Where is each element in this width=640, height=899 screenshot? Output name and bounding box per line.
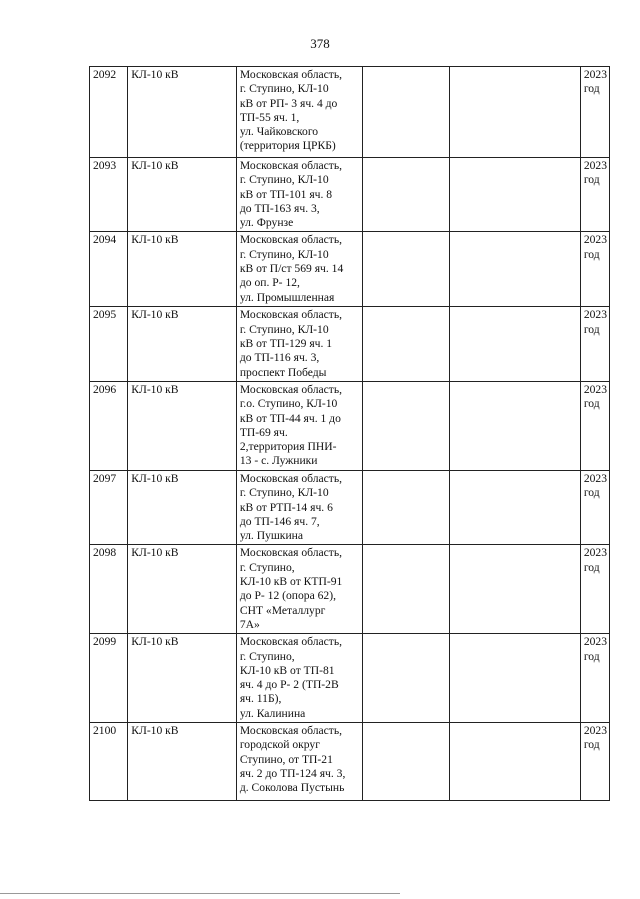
year-cell [580,470,609,544]
address-cell [236,381,362,470]
row-number-cell: 2095 [90,307,128,381]
address-line: г. Ступино, КЛ-10 [239,322,329,336]
year-cell [580,634,609,723]
address-line: до ТП-146 яч. 7, [239,514,320,528]
registry-table-body [90,67,610,801]
empty-cell [362,723,450,801]
address-cell [236,470,362,544]
empty-cell [450,723,581,801]
address-line: кВ от ТП-129 яч. 1 [239,337,333,351]
empty-cell [450,634,581,723]
row-number-cell: 2098 [90,545,128,634]
address-line: ул. Пушкина [239,529,303,543]
address-line: до оп. Р- 12, [239,276,300,290]
row-number-cell: 2092 [90,67,128,158]
line-type-cell: КЛ-10 кВ [128,634,237,723]
address-line: кВ от РТП-14 яч. 6 [239,500,333,514]
empty-cell [450,307,581,381]
address-line: ТП-69 яч. [239,425,288,439]
year-cell [580,723,609,801]
address-line: Московская область, [239,724,343,738]
address-line: кВ от П/ст 569 яч. 14 [239,262,344,276]
empty-cell [362,307,450,381]
address-line: (территория ЦРКБ) [239,139,336,153]
year-line: 2023 [583,546,607,560]
address-cell [236,67,362,158]
address-line: ул. Калинина [239,706,306,720]
address-cell [236,158,362,232]
table-row [90,232,610,307]
year-line: год [583,560,600,574]
year-line: 2023 [583,471,607,485]
address-line: проспект Победы [239,365,327,379]
year-line: 2023 [583,68,607,81]
address-line: ул. Фрунзе [239,216,294,230]
table-row [90,381,610,470]
address-line: г. Ступино, КЛ-10 [239,82,329,96]
address-line: кВ от ТП-101 яч. 8 [239,187,333,201]
table-row [90,723,610,801]
year-cell [580,307,609,381]
address-cell [236,634,362,723]
address-line: Московская область, [239,546,343,560]
address-cell [236,232,362,307]
empty-cell [450,67,581,158]
empty-cell [362,232,450,307]
address-line: яч. 11Б), [239,692,282,706]
year-line: 2023 [583,308,607,322]
table-row [90,470,610,544]
empty-cell [362,545,450,634]
empty-cell [362,158,450,232]
address-line: 2,территория ПНИ- [239,440,337,454]
empty-cell [450,232,581,307]
address-line: КЛ-10 кВ от ТП-81 [239,663,335,677]
year-line: год [583,397,600,411]
bottom-scan-rule [0,893,400,894]
address-line: яч. 4 до Р- 2 (ТП-2В [239,678,339,692]
empty-cell [450,470,581,544]
table-row [90,67,610,158]
address-line: СНТ «Металлург [239,603,326,617]
year-cell [580,381,609,470]
year-line: 2023 [583,159,607,172]
address-line: Московская область, [239,68,343,81]
year-line: год [583,82,600,96]
address-line: г. Ступино, КЛ-10 [239,486,329,500]
address-line: до Р- 12 (опора 62), [239,589,336,603]
address-line: Московская область, [239,471,343,485]
year-line: год [583,173,600,187]
address-cell [236,307,362,381]
address-line: Московская область, [239,159,343,172]
address-line: Московская область, [239,635,343,649]
address-line: Московская область, [239,308,343,322]
address-line: ТП-55 яч. 1, [239,110,300,124]
address-line: г. Ступино, [239,649,295,663]
address-line: до ТП-163 яч. 3, [239,201,320,215]
address-line: 7А» [239,617,260,631]
address-line: городской округ [239,738,320,752]
year-line: 2023 [583,382,607,396]
empty-cell [450,545,581,634]
address-line: г. Ступино, КЛ-10 [239,173,329,187]
year-line: 2023 [583,724,607,738]
address-line: кВ от ТП-44 яч. 1 до [239,411,341,425]
address-line: г. Ступино, КЛ-10 [239,247,329,261]
table-row [90,158,610,232]
registry-table [89,66,610,801]
row-number-cell: 2097 [90,470,128,544]
empty-cell [450,381,581,470]
year-line: 2023 [583,635,607,649]
year-cell [580,67,609,158]
row-number-cell: 2093 [90,158,128,232]
page-number: 378 [310,36,330,51]
address-line: 13 - с. Лужники [239,454,318,468]
year-line: год [583,738,600,752]
table-row [90,634,610,723]
empty-cell [362,634,450,723]
empty-cell [362,381,450,470]
address-line: Московская область, [239,382,343,396]
table-row [90,307,610,381]
line-type-cell: КЛ-10 кВ [128,723,237,801]
year-cell [580,232,609,307]
address-line: Московская область, [239,233,343,247]
address-cell [236,545,362,634]
address-line: Ступино, от ТП-21 [239,752,333,766]
line-type-cell: КЛ-10 кВ [128,381,237,470]
row-number-cell: 2096 [90,381,128,470]
line-type-cell: КЛ-10 кВ [128,67,237,158]
year-cell [580,158,609,232]
empty-cell [450,158,581,232]
year-line: год [583,486,600,500]
year-line: год [583,322,600,336]
line-type-cell: КЛ-10 кВ [128,545,237,634]
line-type-cell: КЛ-10 кВ [128,307,237,381]
row-number-cell: 2100 [90,723,128,801]
address-line: КЛ-10 кВ от КТП-91 [239,575,343,589]
address-line: ул. Промышленная [239,290,335,304]
year-cell [580,545,609,634]
address-line: кВ от РП- 3 яч. 4 до [239,96,338,110]
empty-cell [362,470,450,544]
address-line: г.о. Ступино, КЛ-10 [239,397,338,411]
line-type-cell: КЛ-10 кВ [128,470,237,544]
address-line: яч. 2 до ТП-124 яч. 3, [239,766,346,780]
row-number-cell: 2099 [90,634,128,723]
table-row [90,545,610,634]
year-line: год [583,649,600,663]
address-line: д. Соколова Пустынь [239,781,345,795]
year-line: 2023 [583,233,607,247]
year-line: год [583,247,600,261]
address-line: ул. Чайковского [239,125,319,139]
address-cell [236,723,362,801]
line-type-cell: КЛ-10 кВ [128,232,237,307]
address-line: г. Ступино, [239,560,295,574]
empty-cell [362,67,450,158]
row-number-cell: 2094 [90,232,128,307]
address-line: до ТП-116 яч. 3, [239,351,320,365]
line-type-cell: КЛ-10 кВ [128,158,237,232]
